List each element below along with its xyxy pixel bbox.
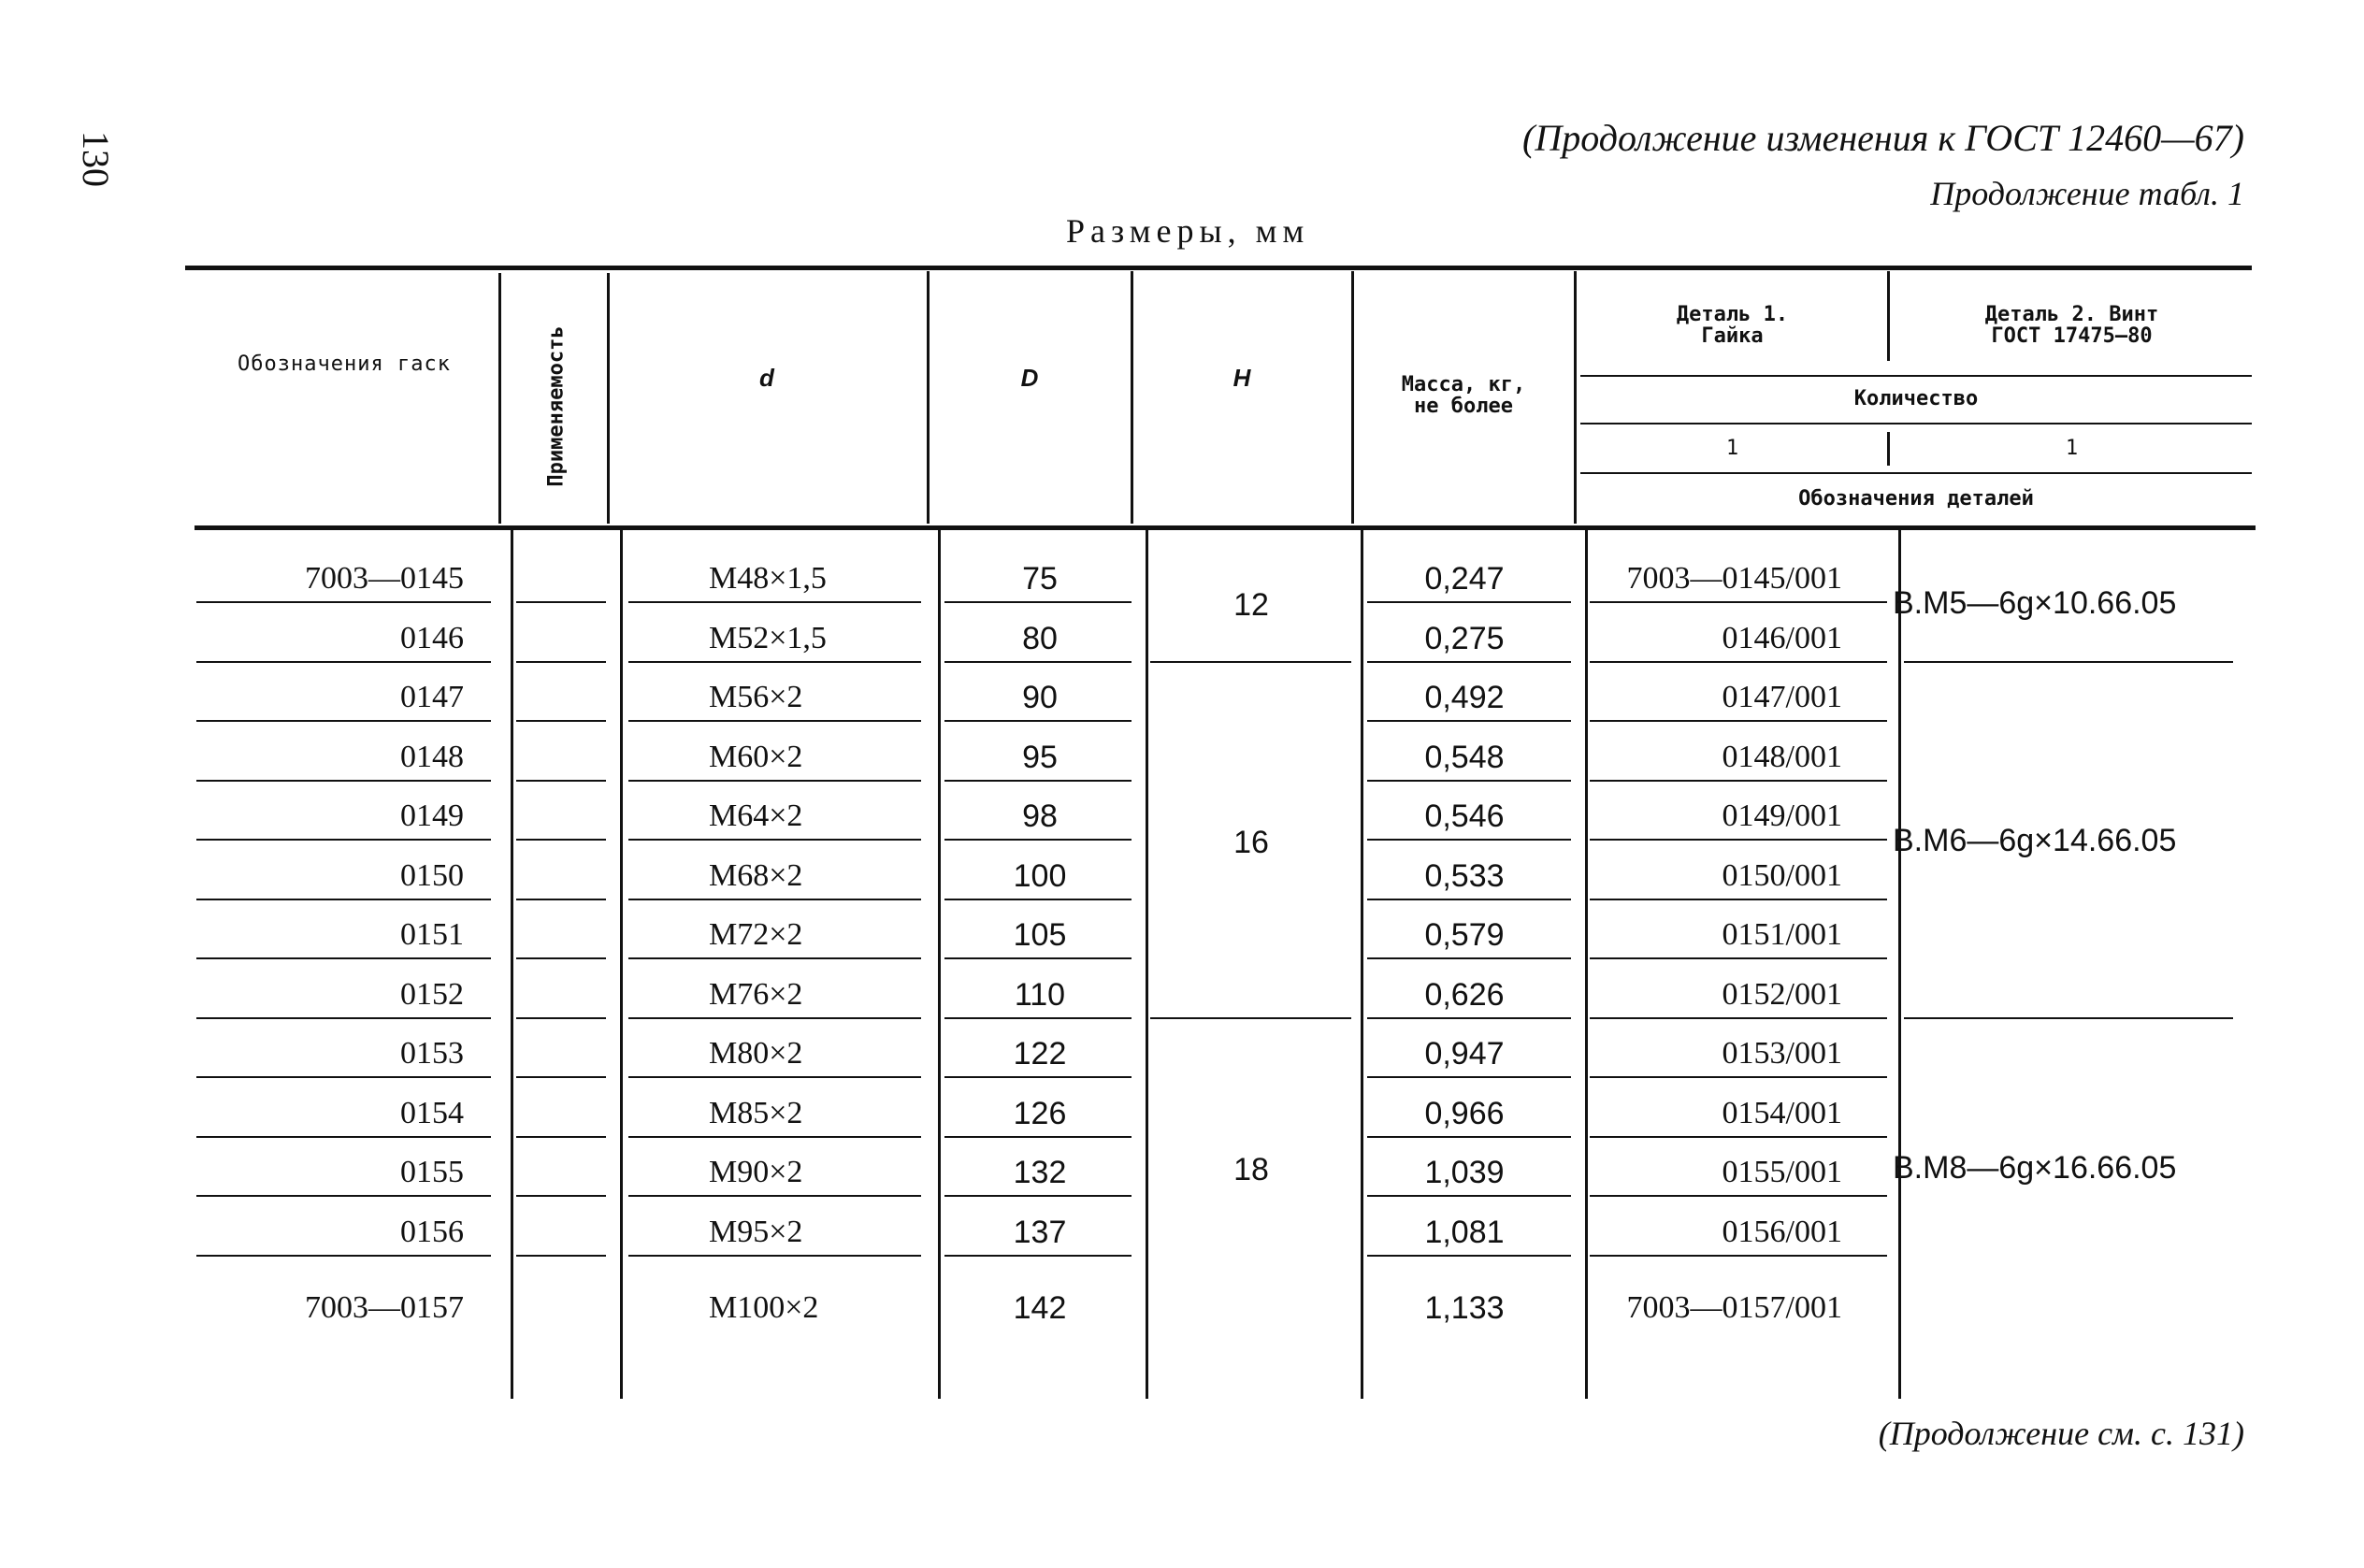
header-rule xyxy=(1580,375,2252,377)
row-rule xyxy=(196,1136,491,1138)
column-divider xyxy=(620,529,623,1399)
row-rule xyxy=(196,899,491,900)
cell-D: 110 xyxy=(1014,976,1066,1013)
cell-d: М90×2 xyxy=(709,1155,803,1189)
column-divider xyxy=(1585,529,1588,1399)
cell-mass: 1,039 xyxy=(1424,1155,1505,1190)
cell-designation: 0153 xyxy=(400,1036,464,1071)
column-divider xyxy=(1361,529,1363,1399)
cell-mass: 0,546 xyxy=(1424,798,1505,834)
column-divider xyxy=(927,271,930,524)
table-continuation-label: Продолжение табл. 1 xyxy=(1930,175,2244,212)
cell-mass: 0,548 xyxy=(1424,739,1505,775)
cell-mass: 0,533 xyxy=(1424,857,1505,894)
row-rule xyxy=(196,720,491,722)
row-rule xyxy=(1590,957,1887,959)
row-rule xyxy=(196,839,491,841)
cell-part1: 0150/001 xyxy=(1722,857,1842,893)
column-divider xyxy=(511,529,513,1399)
header-part2: Деталь 2. Винт ГОСТ 17475—80 xyxy=(1984,302,2159,348)
row-rule xyxy=(516,839,606,841)
cell-d: М56×2 xyxy=(709,680,803,714)
row-rule xyxy=(516,720,606,722)
cell-part1: 0147/001 xyxy=(1722,680,1842,714)
cell-mass: 0,626 xyxy=(1424,976,1505,1013)
column-divider xyxy=(1887,271,1890,361)
header-rule xyxy=(1580,472,2252,474)
cell-designation: 0147 xyxy=(400,680,464,714)
header-rule xyxy=(1580,423,2252,424)
cell-D: 122 xyxy=(1013,1036,1067,1072)
row-rule xyxy=(196,957,491,959)
row-rule xyxy=(196,780,491,782)
header-quantity: Количество xyxy=(1853,387,1979,411)
row-rule xyxy=(944,1017,1132,1019)
cell-d: М72×2 xyxy=(709,917,803,952)
column-divider xyxy=(607,273,610,524)
cell-designation: 0151 xyxy=(400,917,464,952)
header-part-designations: Обозначения деталей xyxy=(1798,487,2034,511)
cell-H: 18 xyxy=(1233,1151,1269,1187)
cell-d: М85×2 xyxy=(709,1095,803,1130)
cell-part1: 0152/001 xyxy=(1722,976,1842,1012)
row-rule xyxy=(196,1195,491,1197)
cell-mass: 0,247 xyxy=(1424,561,1505,597)
row-rule xyxy=(516,661,606,663)
cell-designation: 7003—0157 xyxy=(305,1290,464,1325)
cell-mass: 0,275 xyxy=(1424,620,1505,656)
row-rule xyxy=(944,1136,1132,1138)
row-rule xyxy=(628,1255,921,1257)
cell-mass: 0,492 xyxy=(1424,680,1505,715)
header-H: H xyxy=(1232,364,1251,393)
row-rule xyxy=(516,1076,606,1078)
cell-designation: 0150 xyxy=(400,857,464,893)
row-rule xyxy=(944,1076,1132,1078)
cell-part1: 0153/001 xyxy=(1722,1036,1842,1071)
row-rule xyxy=(1590,720,1887,722)
cell-screw: B.М8—6g×16.66.05 xyxy=(1893,1149,2177,1186)
row-rule xyxy=(1590,661,1887,663)
cell-D: 142 xyxy=(1013,1290,1067,1326)
cell-D: 75 xyxy=(1022,561,1058,597)
cell-d: М76×2 xyxy=(709,976,803,1012)
row-rule xyxy=(628,1136,921,1138)
cell-screw: B.М6—6g×14.66.05 xyxy=(1893,823,2177,859)
column-divider xyxy=(1898,529,1901,1399)
cell-D: 100 xyxy=(1013,857,1067,894)
cell-D: 132 xyxy=(1013,1155,1067,1190)
row-rule xyxy=(628,899,921,900)
cell-d: М80×2 xyxy=(709,1036,803,1071)
row-rule xyxy=(516,899,606,900)
row-rule xyxy=(516,1195,606,1197)
row-rule xyxy=(1590,1076,1887,1078)
cell-part1: 0156/001 xyxy=(1722,1214,1842,1249)
cell-D: 95 xyxy=(1022,739,1058,775)
row-rule xyxy=(516,1255,606,1257)
cell-d: М68×2 xyxy=(709,857,803,893)
group-rule xyxy=(1150,1017,1351,1019)
cell-screw: B.М5—6g×10.66.05 xyxy=(1893,585,2177,622)
cell-D: 137 xyxy=(1013,1214,1067,1250)
row-rule xyxy=(944,957,1132,959)
header-qty-part1: 1 xyxy=(1725,437,1739,461)
row-rule xyxy=(516,957,606,959)
cell-d: М52×1,5 xyxy=(709,620,827,655)
cell-designation: 0146 xyxy=(400,620,464,655)
row-rule xyxy=(1367,957,1571,959)
row-rule xyxy=(1367,1017,1571,1019)
row-rule xyxy=(1367,720,1571,722)
row-rule xyxy=(1367,780,1571,782)
cell-designation: 0152 xyxy=(400,976,464,1012)
row-rule xyxy=(1590,1136,1887,1138)
cell-D: 98 xyxy=(1022,798,1058,834)
cell-part1: 0149/001 xyxy=(1722,798,1842,833)
cell-designation: 0156 xyxy=(400,1214,464,1249)
cell-d: М95×2 xyxy=(709,1214,803,1249)
row-rule xyxy=(1590,1255,1887,1257)
column-divider xyxy=(1131,271,1133,524)
cell-d: М60×2 xyxy=(709,739,803,774)
row-rule xyxy=(628,1195,921,1197)
row-rule xyxy=(516,780,606,782)
cell-D: 80 xyxy=(1022,620,1058,656)
column-divider xyxy=(498,273,501,524)
row-rule xyxy=(628,661,921,663)
row-rule xyxy=(628,839,921,841)
row-rule xyxy=(1590,899,1887,900)
row-rule xyxy=(516,1017,606,1019)
row-rule xyxy=(196,601,491,603)
group-rule xyxy=(1904,1017,2233,1019)
column-divider xyxy=(1887,432,1890,466)
header-designation: Обозначения гаск xyxy=(238,352,451,377)
cell-designation: 0155 xyxy=(400,1155,464,1189)
group-rule xyxy=(1904,661,2233,663)
cell-part1: 0154/001 xyxy=(1722,1095,1842,1130)
row-rule xyxy=(1590,1017,1887,1019)
row-rule xyxy=(1367,839,1571,841)
row-rule xyxy=(1367,899,1571,900)
column-divider xyxy=(1351,271,1354,524)
row-rule xyxy=(628,957,921,959)
header-mass: Масса, кг, не более xyxy=(1401,372,1526,418)
cell-part1: 0148/001 xyxy=(1722,739,1842,774)
row-rule xyxy=(196,1255,491,1257)
row-rule xyxy=(628,1017,921,1019)
document-header: (Продолжение изменения к ГОСТ 12460—67) xyxy=(1522,117,2244,159)
cell-designation: 0154 xyxy=(400,1095,464,1130)
row-rule xyxy=(944,1255,1132,1257)
row-rule xyxy=(1367,601,1571,603)
column-divider xyxy=(1146,529,1148,1399)
cell-H: 12 xyxy=(1233,587,1269,624)
footer-continuation: (Продолжение см. с. 131) xyxy=(1878,1415,2244,1452)
cell-D: 126 xyxy=(1013,1095,1067,1131)
row-rule xyxy=(1590,780,1887,782)
row-rule xyxy=(628,1076,921,1078)
row-rule xyxy=(1590,839,1887,841)
cell-part1: 7003—0157/001 xyxy=(1626,1290,1842,1325)
row-rule xyxy=(944,780,1132,782)
header-applicability: Применяемость xyxy=(544,325,569,487)
cell-mass: 0,966 xyxy=(1424,1095,1505,1131)
row-rule xyxy=(1367,1195,1571,1197)
cell-mass: 0,579 xyxy=(1424,917,1505,953)
row-rule xyxy=(944,661,1132,663)
cell-part1: 7003—0145/001 xyxy=(1626,561,1842,596)
table-title: Размеры, мм xyxy=(1066,212,1310,250)
row-rule xyxy=(196,661,491,663)
header-bottom-rule xyxy=(195,525,2256,530)
header-qty-part2: 1 xyxy=(2065,437,2079,461)
cell-d: М64×2 xyxy=(709,798,803,833)
cell-designation: 7003—0145 xyxy=(305,561,464,596)
cell-H: 16 xyxy=(1233,825,1269,861)
cell-mass: 0,947 xyxy=(1424,1036,1505,1072)
row-rule xyxy=(944,601,1132,603)
row-rule xyxy=(944,720,1132,722)
page-number: 130 xyxy=(75,131,117,187)
cell-part1: 0146/001 xyxy=(1722,620,1842,655)
row-rule xyxy=(628,720,921,722)
row-rule xyxy=(628,601,921,603)
column-divider xyxy=(1574,271,1577,524)
row-rule xyxy=(1367,661,1571,663)
row-rule xyxy=(1590,601,1887,603)
row-rule xyxy=(944,1195,1132,1197)
row-rule xyxy=(1367,1136,1571,1138)
cell-mass: 1,081 xyxy=(1424,1214,1505,1250)
row-rule xyxy=(196,1076,491,1078)
cell-part1: 0155/001 xyxy=(1722,1155,1842,1189)
cell-designation: 0148 xyxy=(400,739,464,774)
cell-D: 90 xyxy=(1022,680,1058,715)
header-part1: Деталь 1. Гайка xyxy=(1676,302,1789,348)
cell-part1: 0151/001 xyxy=(1722,917,1842,952)
group-rule xyxy=(1150,661,1351,663)
table-top-rule xyxy=(185,266,2252,270)
cell-d: М100×2 xyxy=(709,1290,819,1325)
row-rule xyxy=(516,1136,606,1138)
row-rule xyxy=(1367,1255,1571,1257)
row-rule xyxy=(1367,1076,1571,1078)
cell-mass: 1,133 xyxy=(1424,1290,1505,1326)
header-D: D xyxy=(1020,364,1039,393)
header-d: d xyxy=(759,364,774,393)
row-rule xyxy=(516,601,606,603)
row-rule xyxy=(944,839,1132,841)
row-rule xyxy=(628,780,921,782)
column-divider xyxy=(938,529,941,1399)
row-rule xyxy=(196,1017,491,1019)
cell-D: 105 xyxy=(1013,917,1067,953)
cell-designation: 0149 xyxy=(400,798,464,833)
row-rule xyxy=(1590,1195,1887,1197)
row-rule xyxy=(944,899,1132,900)
cell-d: М48×1,5 xyxy=(709,561,827,596)
